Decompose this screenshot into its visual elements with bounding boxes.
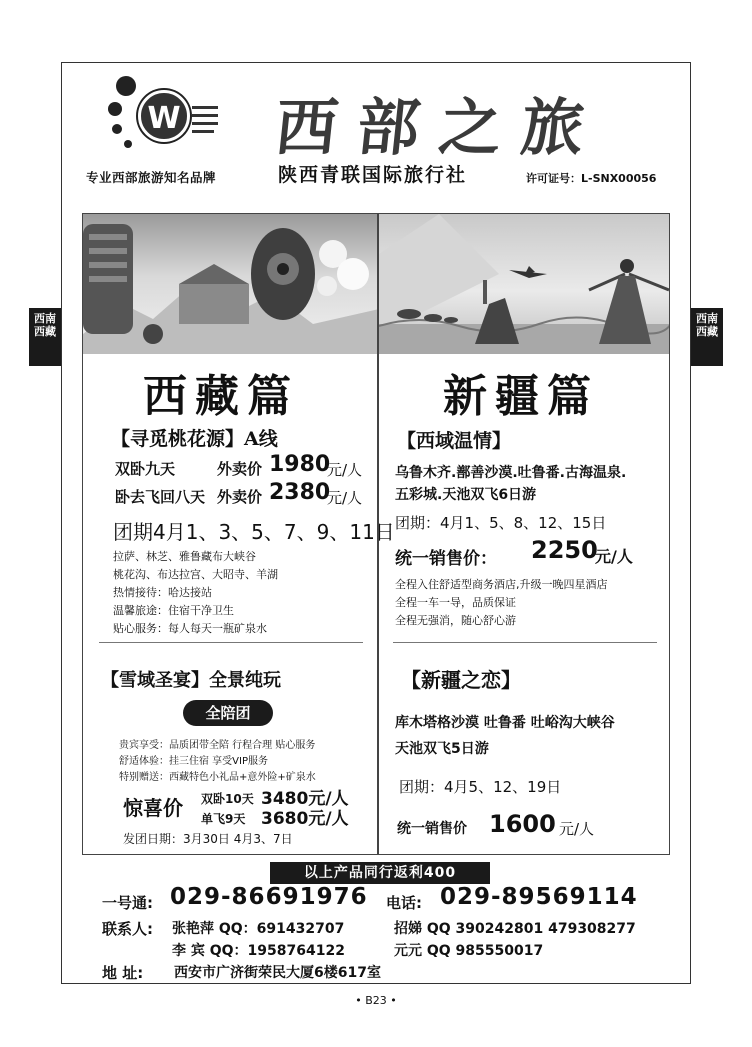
tibet-price2-prefix: 外卖价 xyxy=(217,488,263,506)
logo-line xyxy=(192,122,218,125)
tibet-detail: 贴心服务：每人每天一瓶矿泉水 xyxy=(113,622,267,635)
xinjiang-section-title: 新疆篇 xyxy=(443,371,599,422)
brand-title: 西部之旅 xyxy=(271,91,608,164)
xinjiang-detail: 全程一车一导，品质保证 xyxy=(395,596,516,609)
surprise-opt1-price: 3480元/人 xyxy=(261,789,349,809)
license-number: 许可证号：L-SNX00056 xyxy=(526,172,657,185)
side-tab-line: 西藏 xyxy=(696,325,718,338)
page-number: • B23 • xyxy=(355,994,397,1007)
full-escort-badge: 全陪团 xyxy=(183,700,273,726)
phone-number[interactable]: 029-89569114 xyxy=(440,884,638,910)
logo-dot xyxy=(116,76,136,96)
hotline-label: 一号通: xyxy=(102,894,153,912)
xinjiang-route-b-name: 【新疆之恋】 xyxy=(401,668,521,692)
surprise-price-label: 惊喜价 xyxy=(123,796,183,820)
logo-line xyxy=(192,130,214,133)
tibet-route-b-name: 【雪域圣宴】全景纯玩 xyxy=(101,670,281,691)
xinjiang-route-b-price-label: 统一销售价 xyxy=(397,821,467,837)
side-tab-left xyxy=(29,308,61,366)
logo-dot xyxy=(108,102,122,116)
xinjiang-route-a-name: 【西域温情】 xyxy=(397,430,512,452)
xinjiang-scenery-image xyxy=(379,214,669,354)
logo-dot xyxy=(112,124,122,134)
tibet-price2-label: 卧去飞回八天 xyxy=(115,488,206,506)
rebate-banner: 以上产品同行返利400 xyxy=(270,862,490,884)
tibet-price1-label: 双卧九天 xyxy=(115,460,176,478)
surprise-opt2-label: 单飞9天 xyxy=(201,812,246,826)
brand-slogan: 专业西部旅游知名品牌 xyxy=(86,170,217,185)
xinjiang-detail: 全程无强消，随心舒心游 xyxy=(395,614,516,627)
logo-line xyxy=(192,114,218,117)
tibet-price1-unit: 元/人 xyxy=(327,461,363,479)
xinjiang-route-a-line2: 五彩城.天池双飞6日游 xyxy=(395,487,537,503)
tibet-price2-unit: 元/人 xyxy=(327,489,363,507)
tibet-scenery-image xyxy=(83,214,377,354)
side-tab-line: 西南 xyxy=(34,312,56,325)
tibet-detail: 桃花沟、布达拉宫、大昭寺、羊湖 xyxy=(113,568,278,581)
xinjiang-route-a-dates: 团期：4月1、5、8、12、15日 xyxy=(395,514,607,532)
tibet-route-b-detail: 贵宾享受：品质团带全陪 行程合理 贴心服务 xyxy=(119,740,316,751)
xinjiang-price-label: 统一销售价： xyxy=(395,549,497,569)
tibet-price1-value: 1980 xyxy=(269,452,331,477)
tibet-route-a-dates: 团期4月1、3、5、7、9、11日 xyxy=(113,520,395,544)
divider xyxy=(99,642,363,643)
surprise-opt1-label: 双卧10天 xyxy=(201,792,254,806)
tibet-route-b-detail: 特别赠送：西藏特色小礼品+意外险+矿泉水 xyxy=(119,772,316,783)
contact-li: 李 宾 QQ：1958764122 xyxy=(172,943,345,959)
address: 西安市广济街荣民大厦6楼617室 xyxy=(174,965,381,981)
xinjiang-route-b-price-unit: 元/人 xyxy=(559,820,595,838)
contact-zhang: 张艳萍 QQ：691432707 xyxy=(172,921,345,937)
phone-label: 电话: xyxy=(386,894,422,912)
tibet-route-a-name: 【寻觅桃花源】A线 xyxy=(111,428,278,450)
xinjiang-price-value: 2250 xyxy=(531,536,598,564)
tibet-detail: 温馨旅途：住宿干净卫生 xyxy=(113,604,234,617)
tibet-section-title: 西藏篇 xyxy=(143,371,299,422)
xinjiang-price-unit: 元/人 xyxy=(595,547,633,566)
xinjiang-photo xyxy=(379,214,669,354)
xinjiang-panel xyxy=(378,213,670,855)
address-label: 地 址: xyxy=(102,964,144,982)
tibet-price2-value: 2380 xyxy=(269,480,331,505)
hotline-number[interactable]: 029-86691976 xyxy=(170,884,368,910)
xinjiang-route-b-price-value: 1600 xyxy=(489,810,556,838)
logo-line xyxy=(192,106,218,109)
tibet-price1-prefix: 外卖价 xyxy=(217,460,263,478)
logo-dot xyxy=(124,140,132,148)
logo-letter: W xyxy=(138,90,190,142)
tibet-detail: 拉萨、林芝、雅鲁藏布大峡谷 xyxy=(113,550,256,563)
divider xyxy=(393,642,657,643)
tibet-panel xyxy=(82,213,395,855)
xinjiang-route-a-line1: 乌鲁木齐.鄯善沙漠.吐鲁番.古海温泉. xyxy=(395,465,627,481)
xinjiang-route-b-dates: 团期：4月5、12、19日 xyxy=(399,778,562,796)
side-tab-right xyxy=(691,308,723,366)
brand-logo xyxy=(108,76,218,166)
tibet-depart-dates: 发团日期：3月30日 4月3、7日 xyxy=(123,832,293,846)
side-tab-line: 西南 xyxy=(696,312,718,325)
contact-yuanyuan: 元元 QQ 985550017 xyxy=(394,943,544,959)
xinjiang-route-b-line2: 天池双飞5日游 xyxy=(395,741,489,757)
side-tab-line: 西藏 xyxy=(34,325,56,338)
agency-name: 陕西青联国际旅行社 xyxy=(278,164,468,186)
surprise-opt2-price: 3680元/人 xyxy=(261,809,349,829)
tibet-detail: 热情接待：哈达接站 xyxy=(113,586,212,599)
contact-label: 联系人: xyxy=(102,920,153,938)
xinjiang-route-b-line1: 库木塔格沙漠 吐鲁番 吐峪沟大峡谷 xyxy=(395,715,615,731)
tibet-photo xyxy=(83,214,377,354)
contact-zhaodi: 招娣 QQ 390242801 479308277 xyxy=(394,921,636,937)
tibet-route-b-detail: 舒适体验：挂三住宿 享受VIP服务 xyxy=(119,756,268,767)
xinjiang-detail: 全程入住舒适型商务酒店,升级一晚四星酒店 xyxy=(395,578,608,591)
